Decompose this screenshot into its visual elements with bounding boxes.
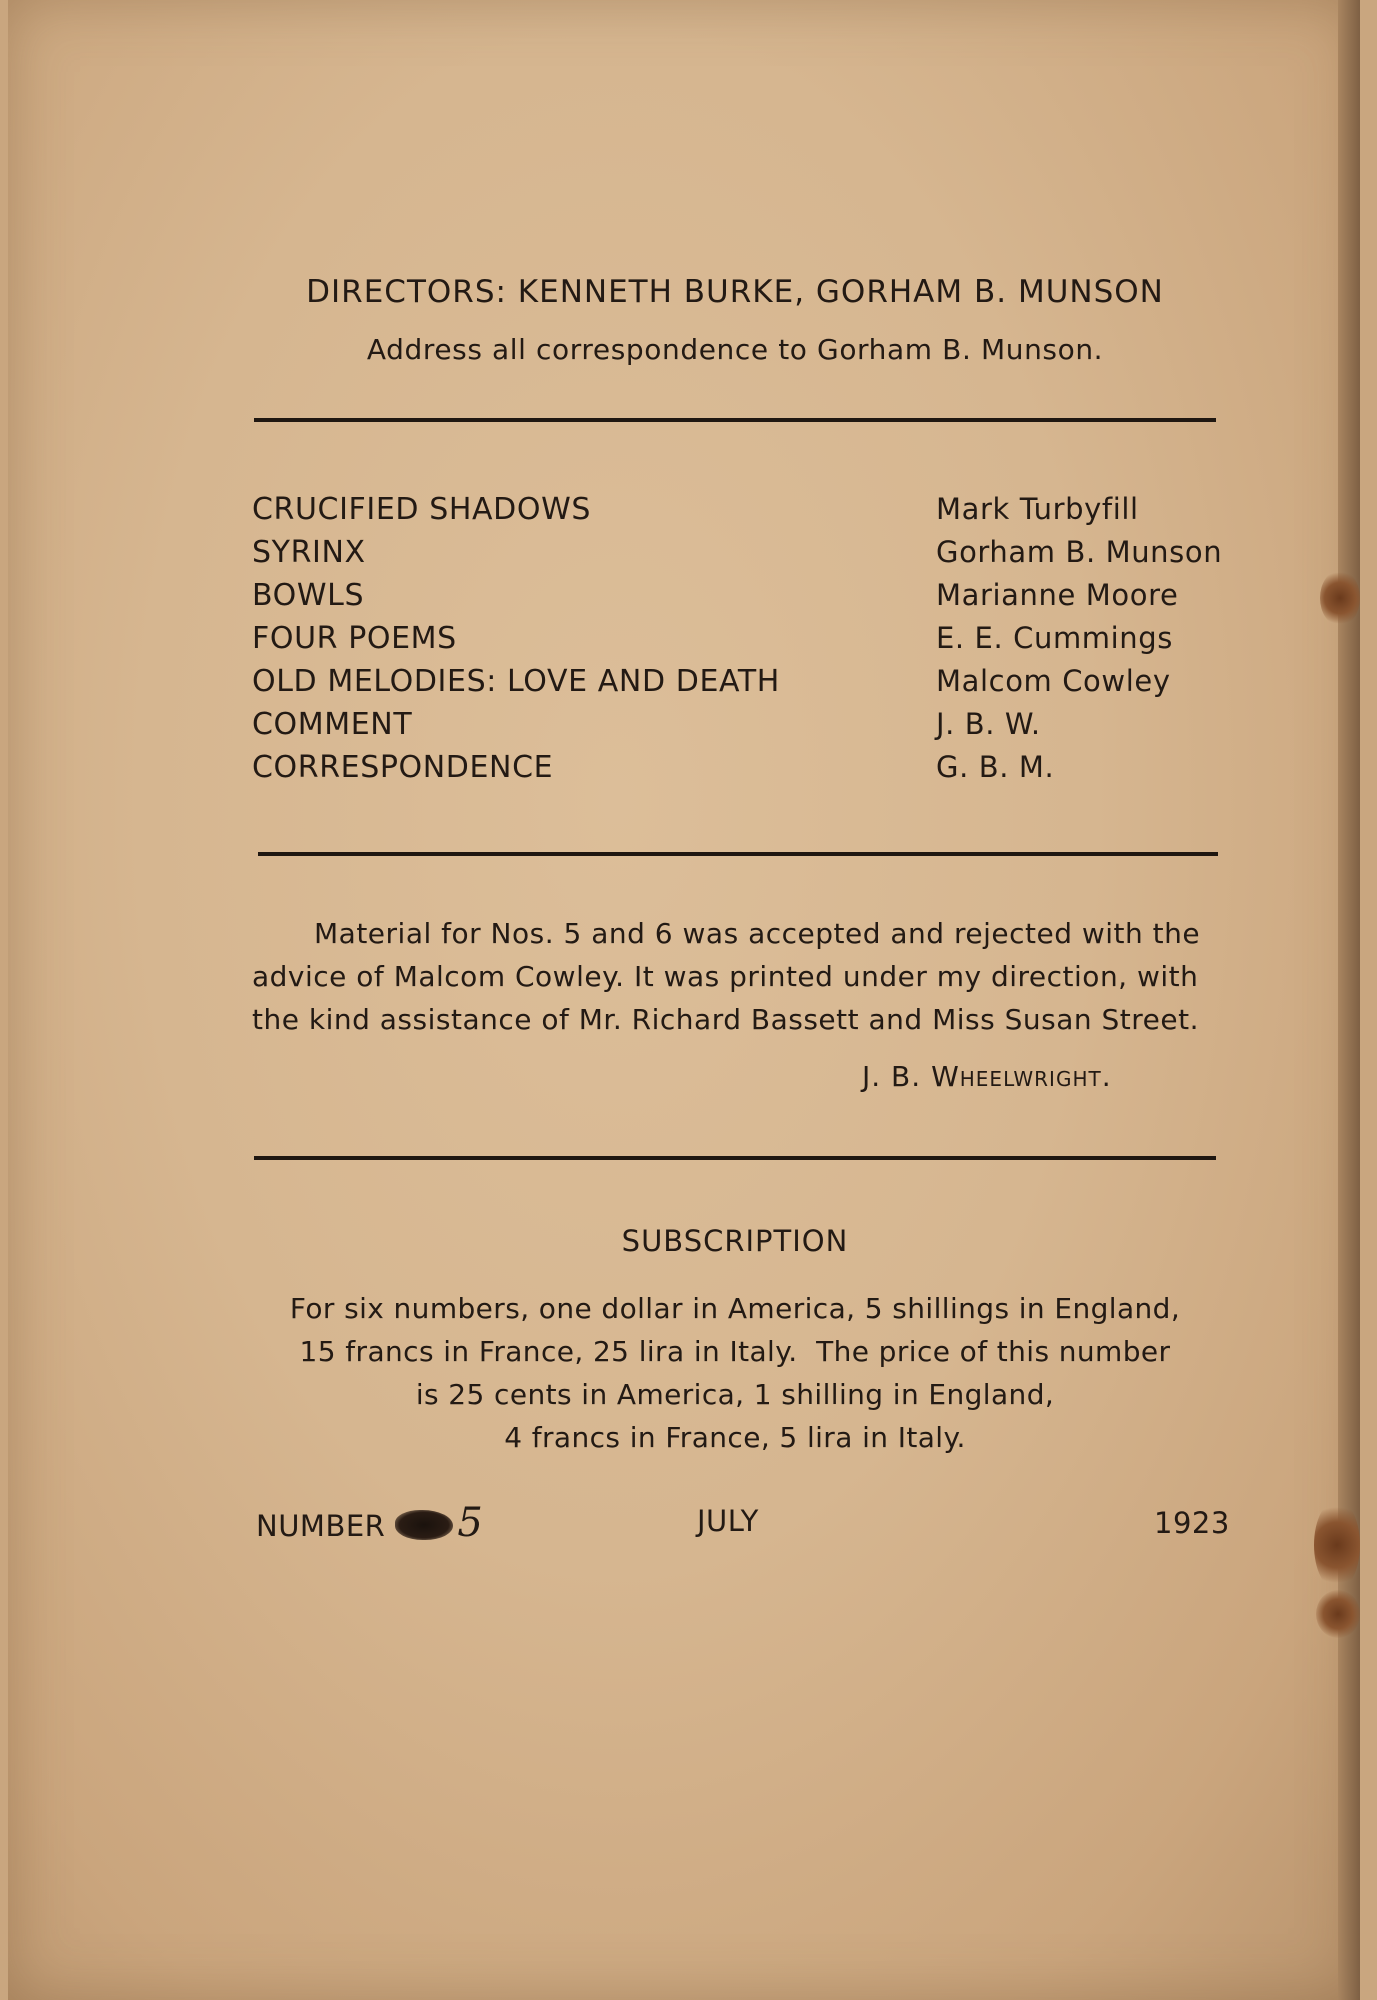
list-item <box>0 621 1377 663</box>
subscription-line: is 25 cents in America, 1 shilling in England, <box>415 1378 1055 1411</box>
address-line: Address all correspondence to Gorham B. Munson. <box>366 333 1104 366</box>
contents-author: G. B. M. <box>936 750 1055 784</box>
divider-rule <box>254 418 1216 422</box>
contents-title: SYRINX <box>252 535 366 570</box>
ink-blot <box>395 1510 453 1540</box>
subscription-line: 4 francs in France, 5 lira in Italy. <box>504 1421 966 1454</box>
rust-stain <box>1316 1590 1360 1638</box>
contents-author: Mark Turbyfill <box>936 492 1139 526</box>
divider-rule <box>254 1156 1216 1160</box>
subscription-heading: SUBSCRIPTION <box>621 1224 849 1258</box>
list-item <box>0 492 1377 534</box>
contents-title: COMMENT <box>252 707 413 742</box>
issue-month: JULY <box>697 1504 759 1538</box>
divider-rule <box>258 852 1218 856</box>
contents-title: OLD MELODIES: LOVE AND DEATH <box>252 664 780 699</box>
contents-author: Malcom Cowley <box>936 664 1171 698</box>
contents-author: J. B. W. <box>936 707 1041 741</box>
notice-line <box>252 955 1218 998</box>
subscription-line: 15 francs in France, 25 lira in Italy. The price of this number <box>299 1335 1171 1368</box>
notice-signature: J. B. Wheelwright. <box>862 1060 1112 1093</box>
issue-number-label: NUMBER <box>256 1509 386 1543</box>
issue-year: 1923 <box>1154 1506 1230 1540</box>
list-item <box>0 578 1377 620</box>
list-item <box>0 707 1377 749</box>
contents-title: FOUR POEMS <box>252 621 457 656</box>
contents-author: Gorham B. Munson <box>936 535 1223 569</box>
page-edge-shadow <box>1338 0 1360 2000</box>
list-item <box>0 750 1377 792</box>
rust-stain <box>1314 1500 1360 1590</box>
directors-line: DIRECTORS: KENNETH BURKE, GORHAM B. MUNSON <box>306 274 1164 310</box>
contents-title: CORRESPONDENCE <box>252 750 554 785</box>
list-item <box>0 535 1377 577</box>
notice-line-text: advice of Malcom Cowley. It was printed under my direction, with <box>252 960 1199 993</box>
editorial-notice <box>252 912 1218 1041</box>
notice-line <box>252 998 1218 1041</box>
subscription-line: For six numbers, one dollar in America, 5 shillings in England, <box>289 1292 1181 1325</box>
contents-author: Marianne Moore <box>936 578 1179 612</box>
contents-author: E. E. Cummings <box>936 621 1174 655</box>
contents-title: BOWLS <box>252 578 365 613</box>
list-item <box>0 664 1377 706</box>
notice-line-text: the kind assistance of Mr. Richard Bassett and Miss Susan Street. <box>252 1003 1199 1036</box>
notice-line-text: Material for Nos. 5 and 6 was accepted and rejected with the <box>314 917 1201 950</box>
issue-number <box>256 1500 483 1546</box>
contents-title: CRUCIFIED SHADOWS <box>252 492 591 527</box>
notice-line <box>252 912 1218 955</box>
issue-number-handwritten: 5 <box>457 1500 484 1546</box>
